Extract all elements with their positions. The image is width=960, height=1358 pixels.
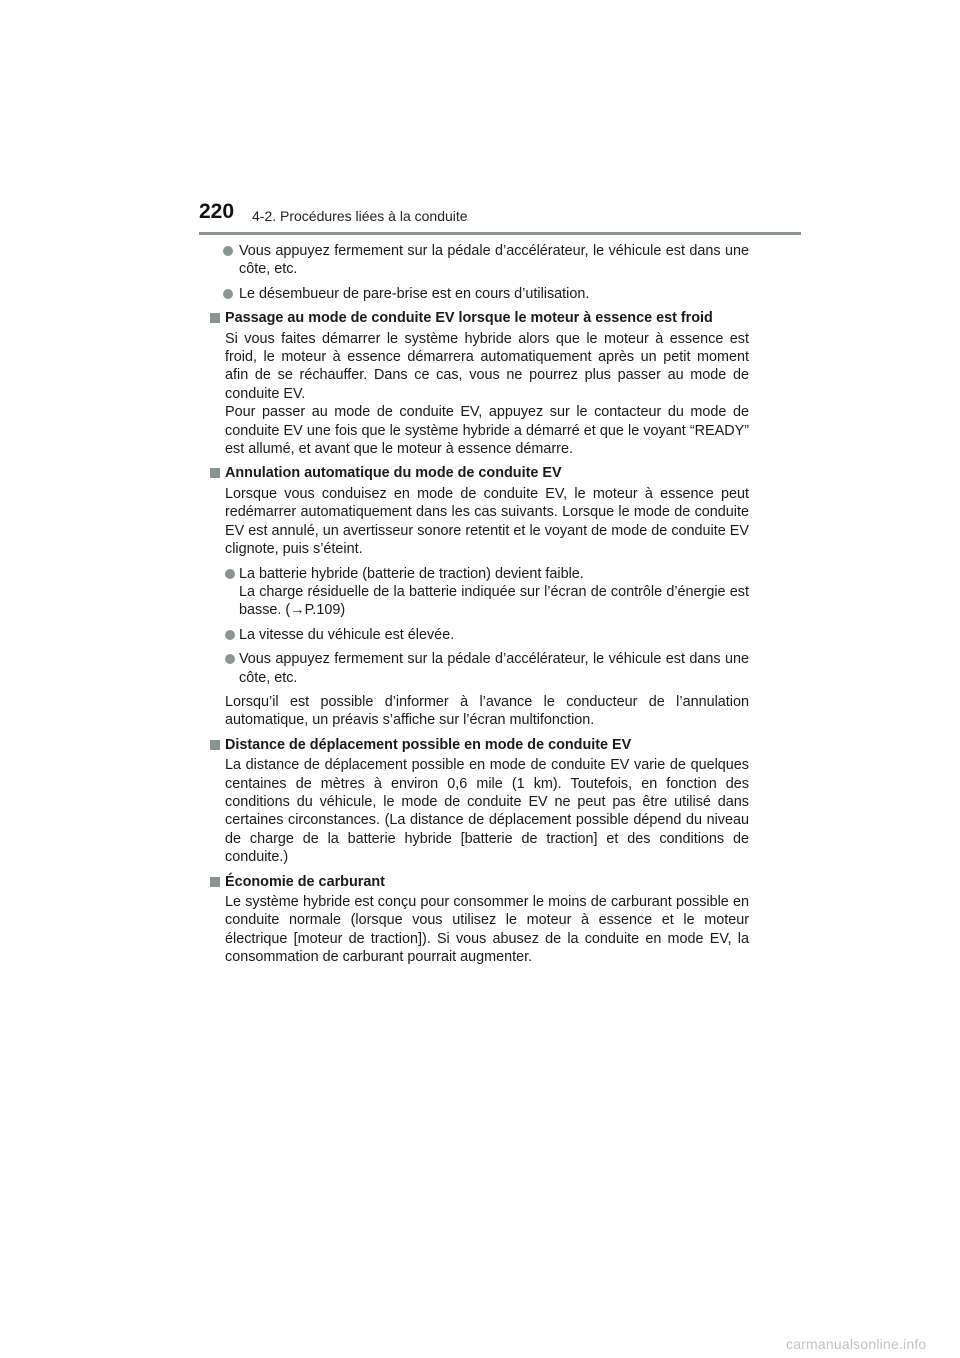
paragraph-text: Pour passer au mode de conduite EV, appuyez sur le contacteur du mode de conduite EV une fois que le système hybride a démarré et que le voyant “READY” est allumé, et avant que le moteur à essence démarre. [225, 404, 749, 458]
square-marker-icon [210, 877, 220, 887]
heading-text: Annulation automatique du mode de conduite EV [225, 465, 562, 482]
square-marker-icon [210, 313, 220, 323]
section-heading [209, 464, 749, 482]
bullet-dot-icon [223, 246, 233, 256]
list-item [209, 650, 749, 687]
page-number: 220 [199, 200, 235, 223]
paragraph [209, 693, 749, 730]
paragraph-text: Lorsque vous conduisez en mode de conduite EV, le moteur à essence peut redémarrer automatiquement dans les cas suivants. Lorsque le mode de conduite EV est annulé, un avertisseur sonore retentit et le voyant de mode de conduite EV clignote, puis s’éteint. [225, 485, 749, 558]
bullet-text: La vitesse du véhicule est élevée. [239, 626, 455, 643]
paragraph-text: Si vous faites démarrer le système hybride alors que le moteur à essence est froid, le moteur à essence démarrera automatiquement après un petit moment afin de se réchauffer. Dans ce cas, vous ne pourrez plus passer au mode de conduite EV. [225, 330, 749, 402]
bullet-text: La charge résiduelle de la batterie indiquée sur l’écran de contrôle d’énergie est basse. (→P.109) [239, 583, 749, 619]
page-content [209, 242, 749, 973]
paragraph [209, 893, 749, 967]
paragraph [209, 756, 749, 866]
header-rule [199, 232, 801, 235]
heading-text: Économie de carburant [225, 873, 385, 890]
paragraph-text: Le système hybride est conçu pour consommer le moins de carburant possible en conduite normale (lorsque vous utilisez le moteur à essence et le moteur électrique [moteur de traction]). Si vous abusez de la conduite en mode EV, la consommation de carburant pourrait augmenter. [225, 894, 749, 966]
bullet-dot-icon [223, 289, 233, 299]
section-heading [209, 873, 749, 891]
paragraph [209, 485, 749, 559]
paragraph-text: La distance de déplacement possible en mode de conduite EV varie de quelques centaines de mètres à environ 0,6 mile (1 km). Toutefois, en fonction des conditions du véhicule, le mode de conduite EV ne peut pas être utilisé dans certaines circonstances. (La distance de déplacement possible dépend du niveau de charge de la batterie hybride [batterie de traction] et des conditions de conduite.) [225, 757, 749, 866]
square-marker-icon [210, 740, 220, 750]
heading-text: Distance de déplacement possible en mode de conduite EV [225, 736, 632, 753]
bullet-text: Vous appuyez fermement sur la pédale d’accélérateur, le véhicule est dans une côte, etc. [239, 243, 749, 278]
bullet-dot-icon [225, 569, 235, 579]
list-item [209, 285, 749, 303]
paragraph-text: Lorsqu’il est possible d’informer à l’avance le conducteur de l’annulation automatique, un préavis s’affiche sur l’écran multifonction. [225, 693, 749, 729]
section-heading [209, 309, 749, 327]
bullet-dot-icon [225, 654, 235, 664]
bullet-text: La batterie hybride (batterie de traction) devient faible. [239, 565, 584, 582]
paragraph [209, 330, 749, 459]
bullet-dot-icon [225, 630, 235, 640]
square-marker-icon [210, 468, 220, 478]
bullet-text: Vous appuyez fermement sur la pédale d’accélérateur, le véhicule est dans une côte, etc. [239, 651, 749, 686]
list-item [209, 626, 749, 644]
watermark: carmanualsonline.info [786, 1336, 927, 1352]
list-item [209, 242, 749, 279]
list-item [209, 565, 749, 620]
heading-text: Passage au mode de conduite EV lorsque le moteur à essence est froid [225, 310, 713, 327]
section-heading [209, 736, 749, 754]
bullet-text: Le désembueur de pare-brise est en cours d’utilisation. [239, 285, 590, 302]
section-title: 4-2. Procédures liées à la conduite [252, 208, 468, 224]
